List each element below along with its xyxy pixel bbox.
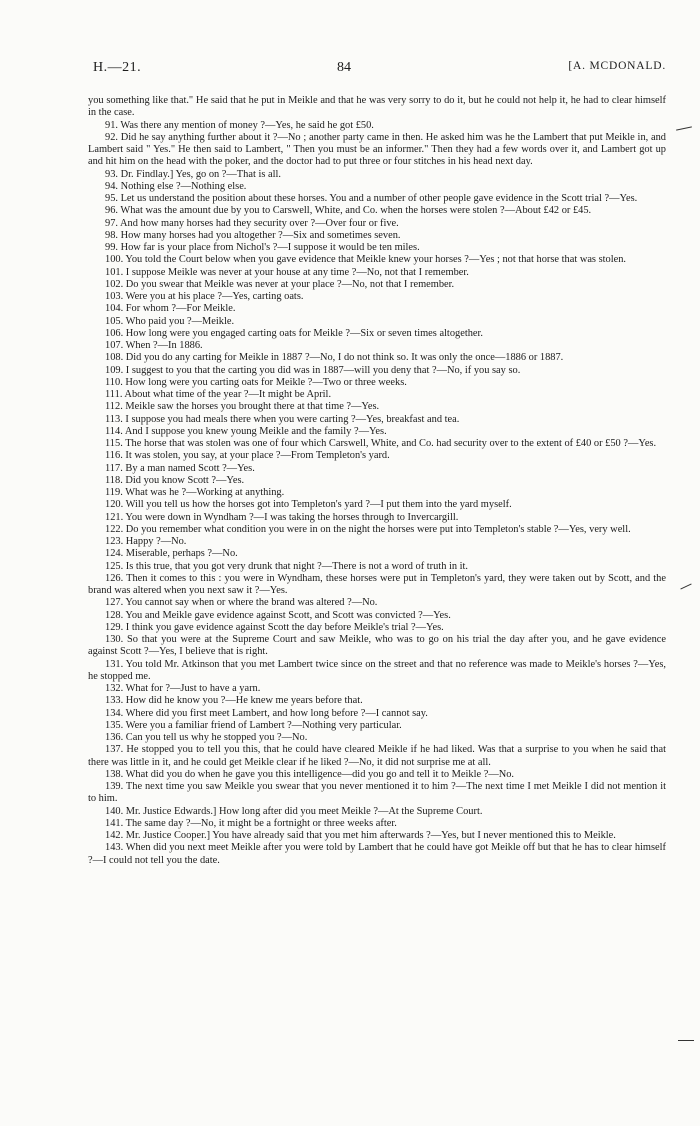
- testimony-paragraph: 96. What was the amount due by you to Carswell, White, and Co. when the horses were stolen ?—About £42 or £45.: [105, 205, 592, 217]
- testimony-paragraph: 91. Was there any mention of money ?—Yes, he said he got £50.: [105, 119, 374, 131]
- testimony-paragraph: 116. It was stolen, you say, at your place ?—From Templeton's yard.: [105, 450, 390, 462]
- testimony-paragraph: 119. What was he ?—Working at anything.: [105, 487, 285, 498]
- testimony-paragraph: 123. Happy ?—No.: [105, 536, 187, 547]
- testimony-paragraph: 130. So that you were at the Supreme Court and saw Meikle, who was to go on his trial the day after you, and he gave evidence against Scott ?—Yes, I believe that is right.: [88, 634, 666, 658]
- testimony-paragraph: 108. Did you do any carting for Meikle in 1887 ?—No, I do not think so. It was only the once—1886 or 1887.: [105, 352, 564, 364]
- testimony-paragraph: 106. How long were you engaged carting oats for Meikle ?—Six or seven times altogether.: [105, 327, 484, 339]
- testimony-paragraph: 95. Let us understand the position about these horses. You and a number of other people gave evidence in the Scott trial ?—Yes.: [105, 193, 638, 204]
- testimony-paragraph: 107. When ?—In 1886.: [105, 340, 203, 351]
- testimony-paragraph: 115. The horse that was stolen was one of four which Carswell, White, and Co. had security over to the extent of £40 or £50 ?—Yes.: [105, 438, 657, 449]
- testimony-paragraph: 132. What for ?—Just to have a yarn.: [105, 683, 261, 694]
- testimony-paragraph: 117. By a man named Scott ?—Yes.: [105, 462, 255, 474]
- testimony-paragraph: 94. Nothing else ?—Nothing else.: [105, 180, 247, 192]
- testimony-paragraph: 102. Do you swear that Meikle was never at your place ?—No, not that I remember.: [105, 278, 455, 290]
- testimony-paragraph: 109. I suggest to you that the carting you did was in 1887—will you deny that ?—No, if you say so.: [105, 364, 521, 376]
- testimony-paragraph: 104. For whom ?—For Meikle.: [105, 303, 236, 315]
- testimony-paragraph: 126. Then it comes to this : you were in Wyndham, these horses were put in Templeton's yard, they were taken out by Scott, and the brand was altered when you next saw it ?—Yes.: [88, 572, 666, 596]
- margin-mark: [676, 126, 692, 130]
- testimony-paragraph: 99. How far is your place from Nichol's ?—I suppose it would be ten miles.: [105, 242, 420, 253]
- testimony-paragraph: 122. Do you remember what condition you were in on the night the horses were put into Templeton's stable ?—Yes, very well.: [105, 523, 631, 535]
- testimony-paragraph: 142. Mr. Justice Cooper.] You have already said that you met him afterwards ?—Yes, but I never mentioned this to Meikle.: [105, 830, 616, 841]
- testimony-paragraph: 133. How did he know you ?—He knew me years before that.: [105, 695, 363, 707]
- testimony-paragraph: 134. Where did you first meet Lambert, and how long before ?—I cannot say.: [105, 707, 428, 719]
- testimony-paragraph: 111. About what time of the year ?—It might be April.: [105, 389, 332, 400]
- testimony-paragraph: 137. He stopped you to tell you this, that he could have cleared Meikle if he had liked. Was that a surprise to you when he said that there was little in it, and he could get Meikle clear if he liked ?—No, it did not surprise me at all.: [88, 744, 666, 768]
- testimony-paragraph: 143. When did you next meet Meikle after you were told by Lambert that he could have got Meikle off but that he has to clear himself ?—I could not tell you the date.: [88, 842, 666, 866]
- page-header: [93, 60, 666, 82]
- testimony-paragraph: 93. Dr. Findlay.] Yes, go on ?—That is all.: [105, 168, 281, 180]
- testimony-paragraph: 138. What did you do when he gave you this intelligence—did you go and tell it to Meikle ?—No.: [105, 768, 515, 780]
- testimony-paragraph: 139. The next time you saw Meikle you swear that you never mentioned it to him ?—The next time I met Meikle I did not mention it to him.: [88, 781, 666, 805]
- testimony-paragraph: 131. You told Mr. Atkinson that you met Lambert twice since on the street and that no reference was made to Meikle's horses ?—Yes, he stopped me.: [88, 658, 666, 682]
- testimony-paragraph: 92. Did he say anything further about it ?—No ; another party came in then. He asked him was he the Lambert that put Meikle in, and Lambert said " Yes." He then said to Lambert, " Then you must be an informer." Then they had a few words over it, and Lambert got up and hit him on the head with the poker, and the doctor had to put three or four stitches in his head next day.: [88, 131, 666, 168]
- testimony-paragraph: 140. Mr. Justice Edwards.] How long after did you meet Meikle ?—At the Supreme Court.: [105, 805, 483, 817]
- testimony-paragraph: 128. You and Meikle gave evidence against Scott, and Scott was convicted ?—Yes.: [105, 609, 451, 621]
- testimony-paragraph: 113. I suppose you had meals there when you were carting ?—Yes, breakfast and tea.: [105, 413, 460, 425]
- testimony-paragraph: 114. And I suppose you knew young Meikle and the family ?—Yes.: [105, 425, 387, 437]
- testimony-paragraph: 120. Will you tell us how the horses got into Templeton's yard ?—I put them into the yard myself.: [105, 499, 512, 511]
- testimony-paragraph: 136. Can you tell us why he stopped you ?—No.: [105, 732, 308, 743]
- testimony-paragraph: 121. You were down in Wyndham ?—I was taking the horses through to Invercargill.: [105, 511, 459, 523]
- document-series: H.—21.: [93, 60, 142, 75]
- testimony-paragraph: 141. The same day ?—No, it might be a fortnight or three weeks after.: [105, 817, 397, 829]
- testimony-paragraph: 100. You told the Court below when you gave evidence that Meikle knew your horses ?—Yes ; not that horse that was stolen.: [105, 254, 626, 266]
- witness-name: [A. MCDONALD.: [568, 60, 666, 72]
- testimony-paragraph: 98. How many horses had you altogether ?—Six and sometimes seven.: [105, 229, 401, 241]
- testimony-paragraph: 127. You cannot say when or where the brand was altered ?—No.: [105, 597, 378, 609]
- testimony-paragraph: 101. I suppose Meikle was never at your house at any time ?—No, not that I remember.: [105, 266, 469, 278]
- margin-mark: [680, 584, 691, 590]
- testimony-paragraph: 118. Did you know Scott ?—Yes.: [105, 474, 245, 486]
- testimony-paragraph: 125. Is this true, that you got very drunk that night ?—There is not a word of truth in it.: [105, 560, 469, 572]
- testimony-paragraph: you something like that." He said that he put in Meikle and that he was very sorry to do it, but he could not help it, he had to clear himself in the case.: [88, 95, 666, 119]
- testimony-paragraph: 112. Meikle saw the horses you brought there at that time ?—Yes.: [105, 401, 380, 413]
- testimony-text: [88, 95, 666, 867]
- testimony-paragraph: 105. Who paid you ?—Meikle.: [105, 315, 235, 327]
- testimony-paragraph: 97. And how many horses had they security over ?—Over four or five.: [105, 217, 399, 229]
- testimony-paragraph: 135. Were you a familiar friend of Lambert ?—Nothing very particular.: [105, 719, 402, 731]
- testimony-paragraph: 103. Were you at his place ?—Yes, carting oats.: [105, 291, 304, 302]
- page-number: 84: [337, 60, 351, 75]
- testimony-paragraph: 129. I think you gave evidence against Scott the day before Meikle's trial ?—Yes.: [105, 621, 444, 633]
- testimony-paragraph: 124. Miserable, perhaps ?—No.: [105, 548, 238, 560]
- margin-mark: [678, 1040, 694, 1041]
- testimony-paragraph: 110. How long were you carting oats for Meikle ?—Two or three weeks.: [105, 376, 407, 388]
